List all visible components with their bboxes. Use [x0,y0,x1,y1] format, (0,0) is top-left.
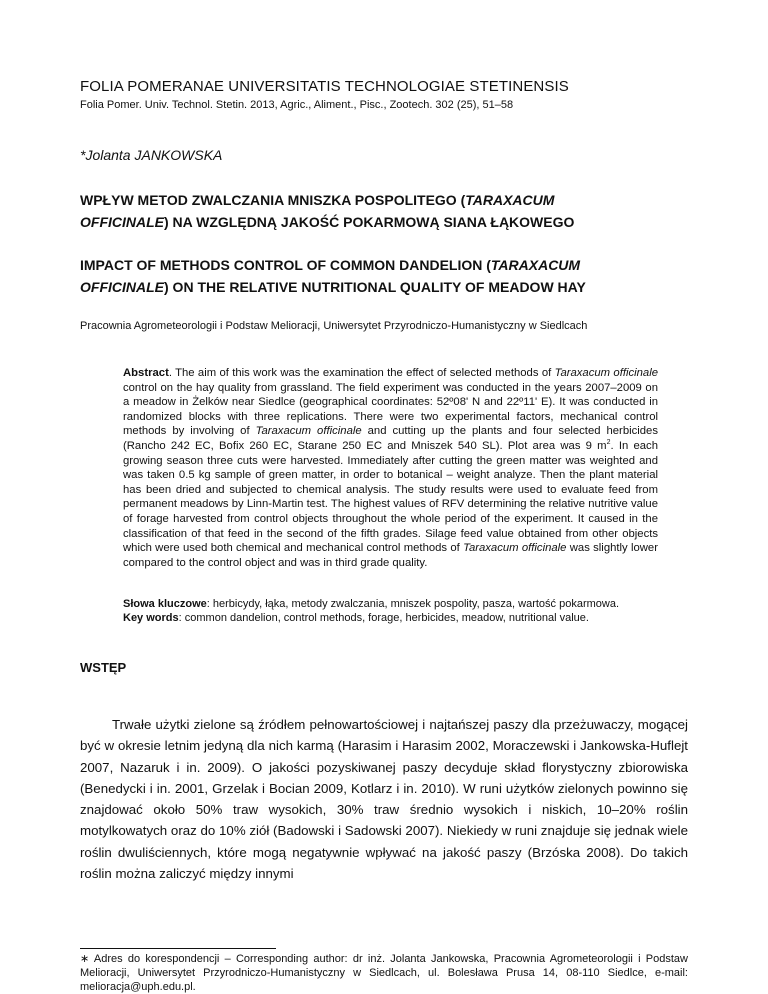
abstract-species-1: Taraxacum officinale [554,367,658,379]
keywords-pl-text: : herbicydy, łąka, metody zwalczania, mniszek pospolity, pasza, wartość pokarmowa. [206,598,620,610]
title-pl-italic1: TARAXACUM [465,192,555,208]
title-en-part2: ) ON THE RELATIVE NUTRITIONAL QUALITY OF MEADOW HAY [164,279,586,295]
footnote-marker: ∗ [80,953,90,965]
abstract-text-4: . In each growing season three cuts were harvested. Immediately after cutting the green matter was weighted and was taken 0.5 kg sample of green matter, in order to botanical – weight analyze. Then the plant material has been dried and subjected to chemical analysis. The study results were used to evaluate feed from permanent meadows by Linn-Martin test. The highest values of RFV determining the relative nutritive value of forage harvested from control objects throughout the whole period of the experiment. It caused in the classification of that feed in the second of the fifth grades. Silage feed value obtained from other objects which were used both chemical and mechanical control methods of [123,439,658,555]
keywords-pl-label: Słowa kluczowe [123,598,207,610]
section-heading: WSTĘP [80,660,127,675]
title-polish [80,189,692,233]
title-english [80,254,692,298]
title-pl-part1: WPŁYW METOD ZWALCZANIA MNISZKA POSPOLITEGO ( [80,192,466,208]
journal-name: FOLIA POMERANAE UNIVERSITATIS TECHNOLOGIAE STETINENSIS [80,78,569,95]
abstract-species-3: Taraxacum officinale [463,542,567,555]
title-en-italic1: TARAXACUM [490,257,581,273]
keywords-english [123,612,663,626]
abstract-text-5: was slightly lower compared to the control object and was in third grade quality. [123,542,658,569]
abstract-text-2: control on the hay quality from grassland. The field experiment was conducted in the years 2007–2009 on a meadow in Żelków near Siedlce (geographical coordinates: 52º08' N and 22º11' E). It was conducted in randomized blocks with three replications. There were two experimental factors, mechanical control methods by involving of [123,381,658,438]
intro-text: Trwałe użytki zielone są źródłem pełnowartościowej i najtańszej paszy dla przeżuwaczy, mogącej być w okresie letnim jedyną dla nich karmą (Harasim i Harasim 2002, Moraczewski i Jankowska-Huflejt 2007, Nazaruk i in. 2009). O jakości pozyskiwanej paszy decyduje skład florystyczny zbiorowiska (Benedycki i in. 2001, Grzelak i Bocian 2009, Kotlarz i in. 2010). W runi użytków zielonych powinno się znajdować około 50% traw wysokich, 30% traw średnio wysokich i niskich, 10–20% roślin motylkowatych oraz do 10% ziół (Badowski i Sadowski 2007). Niekiedy w runi znajduje się jednak wiele roślin dwuliściennych, które mogą negatywnie wpływać na jakość paszy (Brzóska 2008). Do takich roślin można zaliczyć między innymi [80,717,688,882]
intro-paragraph [80,714,688,884]
author-name: *Jolanta JANKOWSKA [80,147,223,163]
journal-citation: Folia Pomer. Univ. Technol. Stetin. 2013, Agric., Aliment., Pisc., Zootech. 302 (25), 51–58 [80,99,514,111]
keywords-en-label: Key words [123,612,179,624]
title-en-part1: IMPACT OF METHODS CONTROL OF COMMON DANDELION ( [80,257,491,273]
footnote-text: Adres do korespondencji – Corresponding author: dr inż. Jolanta Jankowska, Pracownia Agrometeorologii i Podstaw Melioracji, Uniwersytet Przyrodniczo-Humanistyczny w Siedlcach, ul. Bolesława Prusa 14, 08-110 Siedlce, e-mail: melioracja@uph.edu.pl. [80,953,688,993]
footnote-divider [80,948,276,949]
footnote [80,952,688,994]
abstract-text-1: . The aim of this work was the examination the effect of selected methods of [168,367,555,379]
abstract [123,366,658,570]
affiliation: Pracownia Agrometeorologii i Podstaw Melioracji, Uniwersytet Przyrodniczo-Humanistyczny w Siedlcach [80,320,588,332]
keywords-polish [123,598,663,612]
abstract-superscript: 2 [606,439,611,447]
title-pl-italic2: OFFICINALE [80,214,164,230]
title-en-italic2: OFFICINALE [80,279,164,295]
abstract-species-2: Taraxacum officinale [255,425,362,438]
title-pl-part2: ) NA WZGLĘDNĄ JAKOŚĆ POKARMOWĄ SIANA ŁĄKOWEGO [164,214,575,230]
abstract-text-3: and cutting up the plants and four selected herbicides (Rancho 242 EC, Bofix 260 EC, Starane 250 EC and Mniszek 540 SL). Plot area was 9 m [123,425,658,452]
keywords-en-text: : common dandelion, control methods, forage, herbicides, meadow, nutritional value. [178,612,589,624]
abstract-label: Abstract [123,367,169,379]
